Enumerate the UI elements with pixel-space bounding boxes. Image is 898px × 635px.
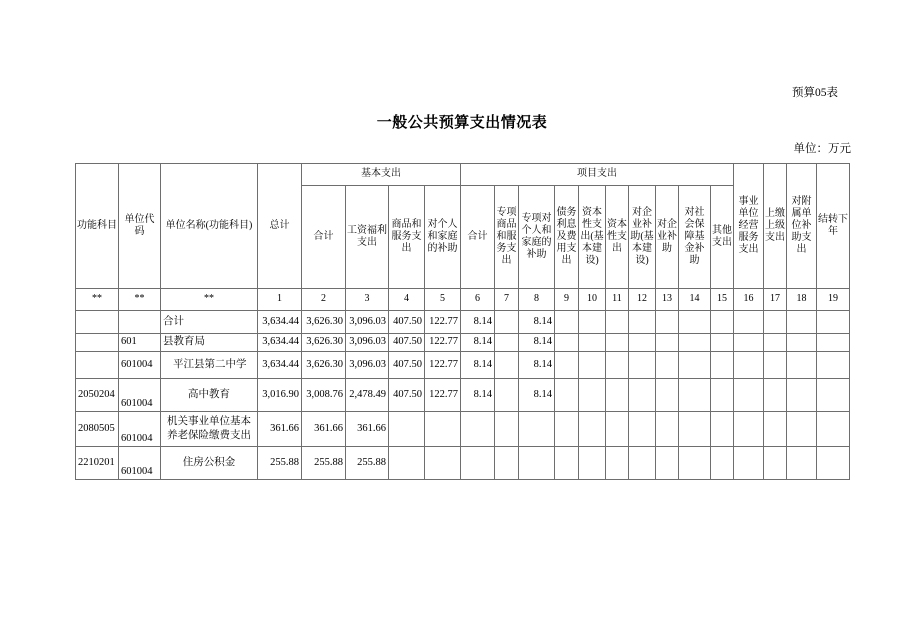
value-cell — [629, 379, 656, 412]
value-cell: 8.14 — [519, 379, 555, 412]
header-basic-subtotal: 合计 — [302, 186, 346, 289]
value-cell — [679, 379, 711, 412]
value-cell — [555, 447, 579, 480]
unit-name-cell: 住房公积金 — [161, 447, 258, 480]
value-cell — [656, 334, 679, 352]
value-cell: 3,016.90 — [258, 379, 302, 412]
value-cell — [579, 334, 606, 352]
header-unit-name: 单位名称(功能科目) — [161, 164, 258, 289]
value-cell — [579, 311, 606, 334]
value-cell — [606, 447, 629, 480]
header-debt-interest-fees: 债务利息及费用支出 — [555, 186, 579, 289]
value-cell: 122.77 — [425, 334, 461, 352]
func-code-cell: 2080505 — [76, 412, 119, 447]
value-cell — [817, 334, 850, 352]
column-index-cell: 12 — [629, 289, 656, 311]
value-cell — [495, 412, 519, 447]
table-row — [76, 311, 850, 334]
column-index-cell: ** — [119, 289, 161, 311]
value-cell: 407.50 — [389, 352, 425, 379]
unit-code-cell: 601004 — [119, 447, 161, 480]
value-cell — [579, 379, 606, 412]
value-cell — [817, 311, 850, 334]
value-cell — [495, 447, 519, 480]
table-row — [76, 412, 850, 447]
column-index-cell: 4 — [389, 289, 425, 311]
value-cell — [679, 412, 711, 447]
value-cell — [495, 352, 519, 379]
value-cell — [734, 412, 764, 447]
header-group-row — [76, 164, 850, 186]
column-index-row — [76, 289, 850, 311]
header-individual-family-subsidy: 对个人和家庭的补助 — [425, 186, 461, 289]
value-cell: 3,096.03 — [346, 352, 389, 379]
value-cell: 255.88 — [346, 447, 389, 480]
value-cell — [461, 412, 495, 447]
value-cell — [606, 334, 629, 352]
value-cell: 8.14 — [461, 334, 495, 352]
unit-code-cell: 601004 — [119, 352, 161, 379]
unit-code-cell: 601004 — [119, 412, 161, 447]
value-cell — [679, 352, 711, 379]
table-row — [76, 379, 850, 412]
value-cell: 8.14 — [461, 311, 495, 334]
value-cell: 255.88 — [258, 447, 302, 480]
value-cell: 3,634.44 — [258, 334, 302, 352]
value-cell — [764, 334, 787, 352]
unit-code-cell — [119, 311, 161, 334]
value-cell — [711, 352, 734, 379]
value-cell — [461, 447, 495, 480]
column-index-cell: 19 — [817, 289, 850, 311]
value-cell: 8.14 — [519, 352, 555, 379]
header-project-subtotal: 合计 — [461, 186, 495, 289]
unit-name-cell: 高中教育 — [161, 379, 258, 412]
header-subsidy-to-affiliates: 对附属单位补助支出 — [787, 164, 817, 289]
value-cell — [579, 412, 606, 447]
value-cell — [656, 412, 679, 447]
value-cell — [519, 447, 555, 480]
header-capital-expenditure: 资本性支出 — [606, 186, 629, 289]
header-carryover-next-year: 结转下年 — [817, 164, 850, 289]
value-cell — [679, 447, 711, 480]
page-title: 一般公共预算支出情况表 — [376, 115, 548, 131]
value-cell: 122.77 — [425, 311, 461, 334]
column-index-cell: 16 — [734, 289, 764, 311]
value-cell — [606, 352, 629, 379]
column-index-cell: 18 — [787, 289, 817, 311]
header-enterprise-subsidy-basic-construction: 对企业补助(基本建设) — [629, 186, 656, 289]
value-cell — [555, 352, 579, 379]
value-cell — [817, 352, 850, 379]
header-basic-expenditure-group: 基本支出 — [302, 164, 461, 186]
value-cell: 407.50 — [389, 379, 425, 412]
value-cell — [711, 334, 734, 352]
value-cell: 8.14 — [519, 311, 555, 334]
value-cell — [519, 412, 555, 447]
header-unit-code: 单位代码 — [119, 164, 161, 289]
value-cell — [734, 311, 764, 334]
value-cell — [579, 447, 606, 480]
value-cell: 407.50 — [389, 334, 425, 352]
unit-name-cell: 县教育局 — [161, 334, 258, 352]
value-cell — [629, 334, 656, 352]
unit-name-cell: 平江县第二中学 — [161, 352, 258, 379]
value-cell — [817, 447, 850, 480]
column-index-cell: 2 — [302, 289, 346, 311]
column-index-cell: ** — [161, 289, 258, 311]
value-cell — [817, 379, 850, 412]
unit-code-cell: 601 — [119, 334, 161, 352]
value-cell: 3,626.30 — [302, 352, 346, 379]
value-cell — [629, 447, 656, 480]
value-cell — [629, 311, 656, 334]
column-index-cell: 3 — [346, 289, 389, 311]
column-index-cell: 6 — [461, 289, 495, 311]
value-cell — [734, 447, 764, 480]
value-cell — [606, 379, 629, 412]
value-cell — [711, 447, 734, 480]
header-func-subject: 功能科目 — [76, 164, 119, 289]
value-cell — [606, 412, 629, 447]
unit-code-cell: 601004 — [119, 379, 161, 412]
value-cell — [656, 311, 679, 334]
header-enterprise-subsidy: 对企业补助 — [656, 186, 679, 289]
header-special-individual-family: 专项对个人和家庭的补助 — [519, 186, 555, 289]
value-cell — [656, 379, 679, 412]
func-code-cell — [76, 352, 119, 379]
value-cell — [495, 334, 519, 352]
header-social-security-fund-subsidy: 对社会保障基金补助 — [679, 186, 711, 289]
column-index-cell: 11 — [606, 289, 629, 311]
value-cell — [389, 412, 425, 447]
header-project-expenditure-group: 项目支出 — [461, 164, 734, 186]
value-cell — [679, 311, 711, 334]
header-other-expenditure: 其他支出 — [711, 186, 734, 289]
header-goods-services: 商品和服务支出 — [389, 186, 425, 289]
value-cell: 122.77 — [425, 379, 461, 412]
header-special-goods-services: 专项商品和服务支出 — [495, 186, 519, 289]
column-index-cell: 13 — [656, 289, 679, 311]
value-cell — [579, 352, 606, 379]
value-cell: 255.88 — [302, 447, 346, 480]
func-code-cell — [76, 334, 119, 352]
unit-name-cell: 机关事业单位基本养老保险缴费支出 — [161, 412, 258, 447]
value-cell — [734, 352, 764, 379]
value-cell — [555, 412, 579, 447]
column-index-cell: 5 — [425, 289, 461, 311]
column-index-cell: 7 — [495, 289, 519, 311]
value-cell — [679, 334, 711, 352]
value-cell: 3,634.44 — [258, 352, 302, 379]
value-cell: 8.14 — [461, 352, 495, 379]
header-total: 总计 — [258, 164, 302, 289]
column-index-cell: 17 — [764, 289, 787, 311]
column-index-cell: 8 — [519, 289, 555, 311]
value-cell — [764, 412, 787, 447]
value-cell — [389, 447, 425, 480]
column-index-cell: ** — [76, 289, 119, 311]
value-cell — [764, 379, 787, 412]
value-cell — [787, 311, 817, 334]
value-cell — [656, 447, 679, 480]
value-cell: 3,634.44 — [258, 311, 302, 334]
value-cell: 8.14 — [519, 334, 555, 352]
header-capital-basic-construction: 资本性支出(基本建设) — [579, 186, 606, 289]
column-index-cell: 1 — [258, 289, 302, 311]
value-cell: 3,626.30 — [302, 334, 346, 352]
value-cell — [734, 379, 764, 412]
value-cell — [629, 352, 656, 379]
value-cell: 3,008.76 — [302, 379, 346, 412]
value-cell — [555, 311, 579, 334]
value-cell: 8.14 — [461, 379, 495, 412]
value-cell — [787, 334, 817, 352]
table-row — [76, 447, 850, 480]
value-cell — [817, 412, 850, 447]
value-cell: 361.66 — [302, 412, 346, 447]
value-cell — [764, 447, 787, 480]
value-cell — [495, 311, 519, 334]
column-index-cell: 10 — [579, 289, 606, 311]
value-cell — [787, 352, 817, 379]
value-cell: 3,096.03 — [346, 334, 389, 352]
column-index-cell: 14 — [679, 289, 711, 311]
budget-table — [75, 163, 850, 480]
value-cell: 361.66 — [258, 412, 302, 447]
value-cell — [764, 311, 787, 334]
value-cell: 2,478.49 — [346, 379, 389, 412]
value-cell — [711, 412, 734, 447]
func-code-cell — [76, 311, 119, 334]
header-operating-service-expenditure: 事业单位经营服务支出 — [734, 164, 764, 289]
value-cell: 361.66 — [346, 412, 389, 447]
value-cell — [787, 412, 817, 447]
value-cell — [711, 379, 734, 412]
value-cell — [787, 447, 817, 480]
value-cell: 407.50 — [389, 311, 425, 334]
value-cell — [629, 412, 656, 447]
value-cell — [656, 352, 679, 379]
value-cell — [555, 379, 579, 412]
table-row — [76, 334, 850, 352]
value-cell — [425, 447, 461, 480]
header-upward-payment: 上缴上级支出 — [764, 164, 787, 289]
value-cell: 3,626.30 — [302, 311, 346, 334]
value-cell — [606, 311, 629, 334]
value-cell — [787, 379, 817, 412]
func-code-cell: 2050204 — [76, 379, 119, 412]
column-index-cell: 15 — [711, 289, 734, 311]
header-wages-benefits: 工资福利支出 — [346, 186, 389, 289]
unit-of-measure-label: 单位：万元 — [793, 143, 851, 155]
value-cell — [711, 311, 734, 334]
value-cell — [495, 379, 519, 412]
value-cell — [425, 412, 461, 447]
value-cell: 122.77 — [425, 352, 461, 379]
value-cell: 3,096.03 — [346, 311, 389, 334]
value-cell — [764, 352, 787, 379]
sheet-number-label: 预算05表 — [792, 87, 838, 99]
value-cell — [555, 334, 579, 352]
func-code-cell: 2210201 — [76, 447, 119, 480]
column-index-cell: 9 — [555, 289, 579, 311]
value-cell — [734, 334, 764, 352]
table-row — [76, 352, 850, 379]
unit-name-cell: 合计 — [161, 311, 258, 334]
